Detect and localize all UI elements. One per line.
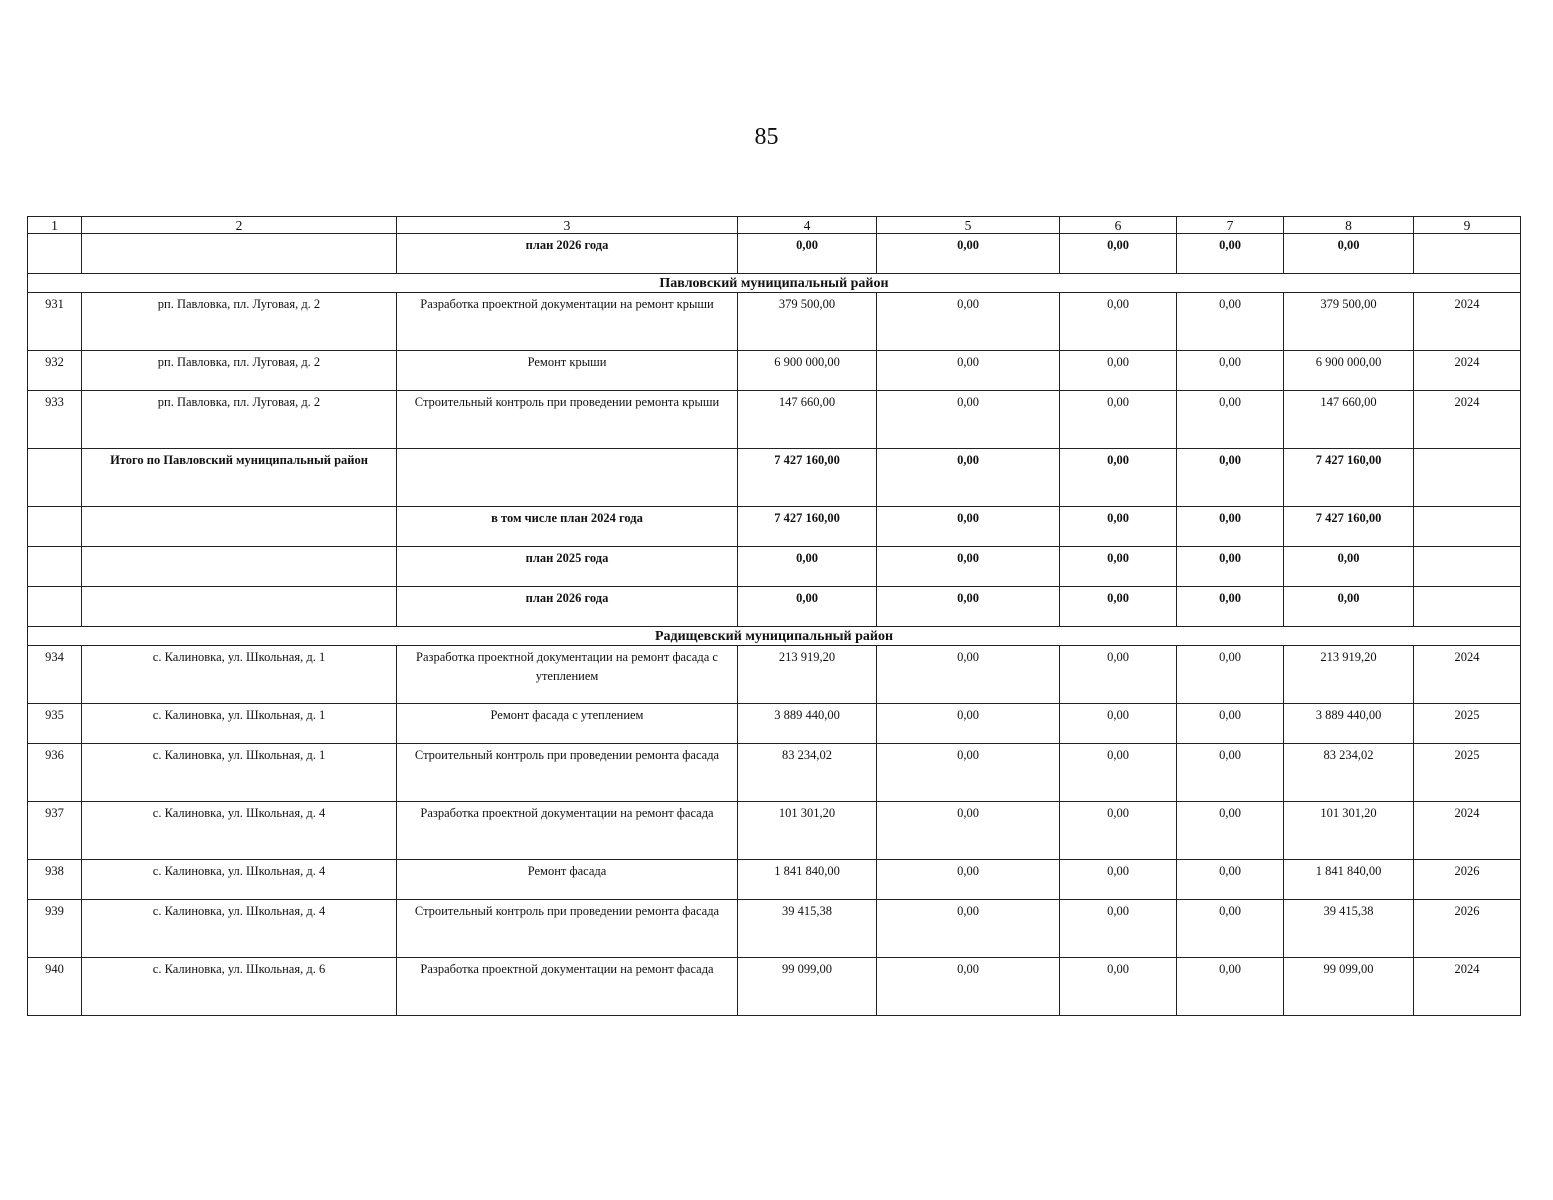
table-body [28, 217, 1521, 1016]
total-label: Итого по Павловский муниципальный район [82, 449, 397, 507]
amount-cell-5: 0,00 [877, 802, 1060, 860]
row-number: 939 [28, 900, 82, 958]
amount-cell-6: 0,00 [1060, 391, 1177, 449]
row-number: 937 [28, 802, 82, 860]
section-row [28, 274, 1521, 293]
amount-cell-5: 0,00 [877, 646, 1060, 704]
work-type-cell: Ремонт крыши [397, 351, 738, 391]
plan-label: план 2026 года [397, 587, 738, 627]
amount-cell-4: 147 660,00 [738, 391, 877, 449]
amount-cell-4: 101 301,20 [738, 802, 877, 860]
plan-amount-6: 0,00 [1060, 547, 1177, 587]
empty-cell [28, 547, 82, 587]
amount-cell-4: 6 900 000,00 [738, 351, 877, 391]
total-amount-6: 0,00 [1060, 449, 1177, 507]
plan-amount-7: 0,00 [1177, 234, 1284, 274]
column-header: 4 [738, 217, 877, 234]
total-row [28, 449, 1521, 507]
column-header-row [28, 217, 1521, 234]
plan-row [28, 234, 1521, 274]
plan-amount-6: 0,00 [1060, 234, 1177, 274]
plan-row [28, 507, 1521, 547]
amount-cell-5: 0,00 [877, 958, 1060, 1016]
work-type-cell: Ремонт фасада [397, 860, 738, 900]
empty-cell [28, 449, 82, 507]
column-header: 8 [1284, 217, 1414, 234]
amount-cell-5: 0,00 [877, 860, 1060, 900]
plan-amount-8: 7 427 160,00 [1284, 507, 1414, 547]
amount-cell-6: 0,00 [1060, 744, 1177, 802]
plan-amount-8: 0,00 [1284, 547, 1414, 587]
table-row [28, 958, 1521, 1016]
plan-amount-7: 0,00 [1177, 547, 1284, 587]
table-row [28, 860, 1521, 900]
section-title: Павловский муниципальный район [28, 274, 1521, 293]
table-row [28, 900, 1521, 958]
work-type-cell: Строительный контроль при проведении ремонта крыши [397, 391, 738, 449]
amount-cell-7: 0,00 [1177, 704, 1284, 744]
amount-cell-6: 0,00 [1060, 802, 1177, 860]
table-row [28, 391, 1521, 449]
plan-amount-5: 0,00 [877, 234, 1060, 274]
amount-cell-6: 0,00 [1060, 860, 1177, 900]
empty-cell [1414, 547, 1521, 587]
empty-cell [1414, 449, 1521, 507]
row-number: 938 [28, 860, 82, 900]
amount-cell-8: 6 900 000,00 [1284, 351, 1414, 391]
address-cell: рп. Павловка, пл. Луговая, д. 2 [82, 293, 397, 351]
year-cell: 2026 [1414, 860, 1521, 900]
capital-repair-table [27, 216, 1521, 1016]
amount-cell-7: 0,00 [1177, 646, 1284, 704]
work-type-cell: Разработка проектной документации на ремонт фасада с утеплением [397, 646, 738, 704]
amount-cell-7: 0,00 [1177, 900, 1284, 958]
row-number: 933 [28, 391, 82, 449]
amount-cell-4: 1 841 840,00 [738, 860, 877, 900]
work-type-cell: Разработка проектной документации на ремонт фасада [397, 958, 738, 1016]
work-type-cell: Разработка проектной документации на ремонт крыши [397, 293, 738, 351]
empty-cell [1414, 507, 1521, 547]
plan-amount-4: 7 427 160,00 [738, 507, 877, 547]
amount-cell-8: 83 234,02 [1284, 744, 1414, 802]
amount-cell-7: 0,00 [1177, 391, 1284, 449]
total-amount-4: 7 427 160,00 [738, 449, 877, 507]
address-cell: с. Калиновка, ул. Школьная, д. 1 [82, 646, 397, 704]
address-cell: с. Калиновка, ул. Школьная, д. 1 [82, 744, 397, 802]
amount-cell-6: 0,00 [1060, 958, 1177, 1016]
amount-cell-5: 0,00 [877, 900, 1060, 958]
column-header: 9 [1414, 217, 1521, 234]
address-cell: с. Калиновка, ул. Школьная, д. 4 [82, 900, 397, 958]
year-cell: 2025 [1414, 744, 1521, 802]
plan-amount-7: 0,00 [1177, 587, 1284, 627]
empty-cell [28, 507, 82, 547]
amount-cell-4: 3 889 440,00 [738, 704, 877, 744]
year-cell: 2024 [1414, 293, 1521, 351]
address-cell: с. Калиновка, ул. Школьная, д. 4 [82, 802, 397, 860]
empty-cell [28, 587, 82, 627]
work-type-cell: Строительный контроль при проведении ремонта фасада [397, 744, 738, 802]
plan-label: в том числе план 2024 года [397, 507, 738, 547]
work-type-cell: Разработка проектной документации на ремонт фасада [397, 802, 738, 860]
amount-cell-4: 83 234,02 [738, 744, 877, 802]
year-cell: 2026 [1414, 900, 1521, 958]
empty-cell [397, 449, 738, 507]
amount-cell-7: 0,00 [1177, 351, 1284, 391]
address-cell: рп. Павловка, пл. Луговая, д. 2 [82, 351, 397, 391]
row-number: 935 [28, 704, 82, 744]
page-number: 85 [754, 124, 779, 150]
amount-cell-5: 0,00 [877, 704, 1060, 744]
year-cell: 2024 [1414, 646, 1521, 704]
address-cell: с. Калиновка, ул. Школьная, д. 6 [82, 958, 397, 1016]
amount-cell-8: 99 099,00 [1284, 958, 1414, 1016]
plan-amount-6: 0,00 [1060, 587, 1177, 627]
plan-label: план 2026 года [397, 234, 738, 274]
plan-amount-5: 0,00 [877, 587, 1060, 627]
table-row [28, 293, 1521, 351]
total-amount-7: 0,00 [1177, 449, 1284, 507]
column-header: 5 [877, 217, 1060, 234]
work-type-cell: Строительный контроль при проведении ремонта фасада [397, 900, 738, 958]
year-cell: 2024 [1414, 958, 1521, 1016]
amount-cell-8: 379 500,00 [1284, 293, 1414, 351]
plan-amount-8: 0,00 [1284, 587, 1414, 627]
year-cell: 2024 [1414, 351, 1521, 391]
plan-amount-8: 0,00 [1284, 234, 1414, 274]
address-cell: с. Калиновка, ул. Школьная, д. 4 [82, 860, 397, 900]
amount-cell-8: 213 919,20 [1284, 646, 1414, 704]
plan-amount-6: 0,00 [1060, 507, 1177, 547]
plan-amount-5: 0,00 [877, 547, 1060, 587]
row-number: 940 [28, 958, 82, 1016]
empty-cell [28, 234, 82, 274]
row-number: 932 [28, 351, 82, 391]
amount-cell-8: 1 841 840,00 [1284, 860, 1414, 900]
table-row [28, 802, 1521, 860]
column-header: 7 [1177, 217, 1284, 234]
plan-amount-4: 0,00 [738, 234, 877, 274]
column-header: 6 [1060, 217, 1177, 234]
amount-cell-8: 39 415,38 [1284, 900, 1414, 958]
row-number: 931 [28, 293, 82, 351]
year-cell: 2024 [1414, 391, 1521, 449]
amount-cell-5: 0,00 [877, 293, 1060, 351]
row-number: 934 [28, 646, 82, 704]
amount-cell-7: 0,00 [1177, 744, 1284, 802]
section-title: Радищевский муниципальный район [28, 627, 1521, 646]
amount-cell-8: 3 889 440,00 [1284, 704, 1414, 744]
column-header: 3 [397, 217, 738, 234]
plan-amount-5: 0,00 [877, 507, 1060, 547]
amount-cell-6: 0,00 [1060, 293, 1177, 351]
amount-cell-8: 101 301,20 [1284, 802, 1414, 860]
plan-row [28, 587, 1521, 627]
empty-cell [82, 507, 397, 547]
year-cell: 2025 [1414, 704, 1521, 744]
table-row [28, 351, 1521, 391]
amount-cell-6: 0,00 [1060, 646, 1177, 704]
amount-cell-6: 0,00 [1060, 900, 1177, 958]
row-number: 936 [28, 744, 82, 802]
empty-cell [1414, 587, 1521, 627]
plan-label: план 2025 года [397, 547, 738, 587]
amount-cell-5: 0,00 [877, 744, 1060, 802]
amount-cell-7: 0,00 [1177, 860, 1284, 900]
empty-cell [82, 547, 397, 587]
amount-cell-4: 379 500,00 [738, 293, 877, 351]
amount-cell-5: 0,00 [877, 351, 1060, 391]
table-row [28, 744, 1521, 802]
amount-cell-4: 213 919,20 [738, 646, 877, 704]
plan-amount-4: 0,00 [738, 587, 877, 627]
plan-row [28, 547, 1521, 587]
amount-cell-4: 39 415,38 [738, 900, 877, 958]
plan-amount-4: 0,00 [738, 547, 877, 587]
plan-amount-7: 0,00 [1177, 507, 1284, 547]
column-header: 1 [28, 217, 82, 234]
table-row [28, 646, 1521, 704]
section-row [28, 627, 1521, 646]
total-amount-8: 7 427 160,00 [1284, 449, 1414, 507]
amount-cell-6: 0,00 [1060, 351, 1177, 391]
empty-cell [82, 234, 397, 274]
table-row [28, 704, 1521, 744]
amount-cell-8: 147 660,00 [1284, 391, 1414, 449]
amount-cell-5: 0,00 [877, 391, 1060, 449]
empty-cell [1414, 234, 1521, 274]
amount-cell-7: 0,00 [1177, 958, 1284, 1016]
address-cell: рп. Павловка, пл. Луговая, д. 2 [82, 391, 397, 449]
total-amount-5: 0,00 [877, 449, 1060, 507]
amount-cell-7: 0,00 [1177, 293, 1284, 351]
work-type-cell: Ремонт фасада с утеплением [397, 704, 738, 744]
address-cell: с. Калиновка, ул. Школьная, д. 1 [82, 704, 397, 744]
amount-cell-7: 0,00 [1177, 802, 1284, 860]
empty-cell [82, 587, 397, 627]
year-cell: 2024 [1414, 802, 1521, 860]
column-header: 2 [82, 217, 397, 234]
amount-cell-6: 0,00 [1060, 704, 1177, 744]
amount-cell-4: 99 099,00 [738, 958, 877, 1016]
